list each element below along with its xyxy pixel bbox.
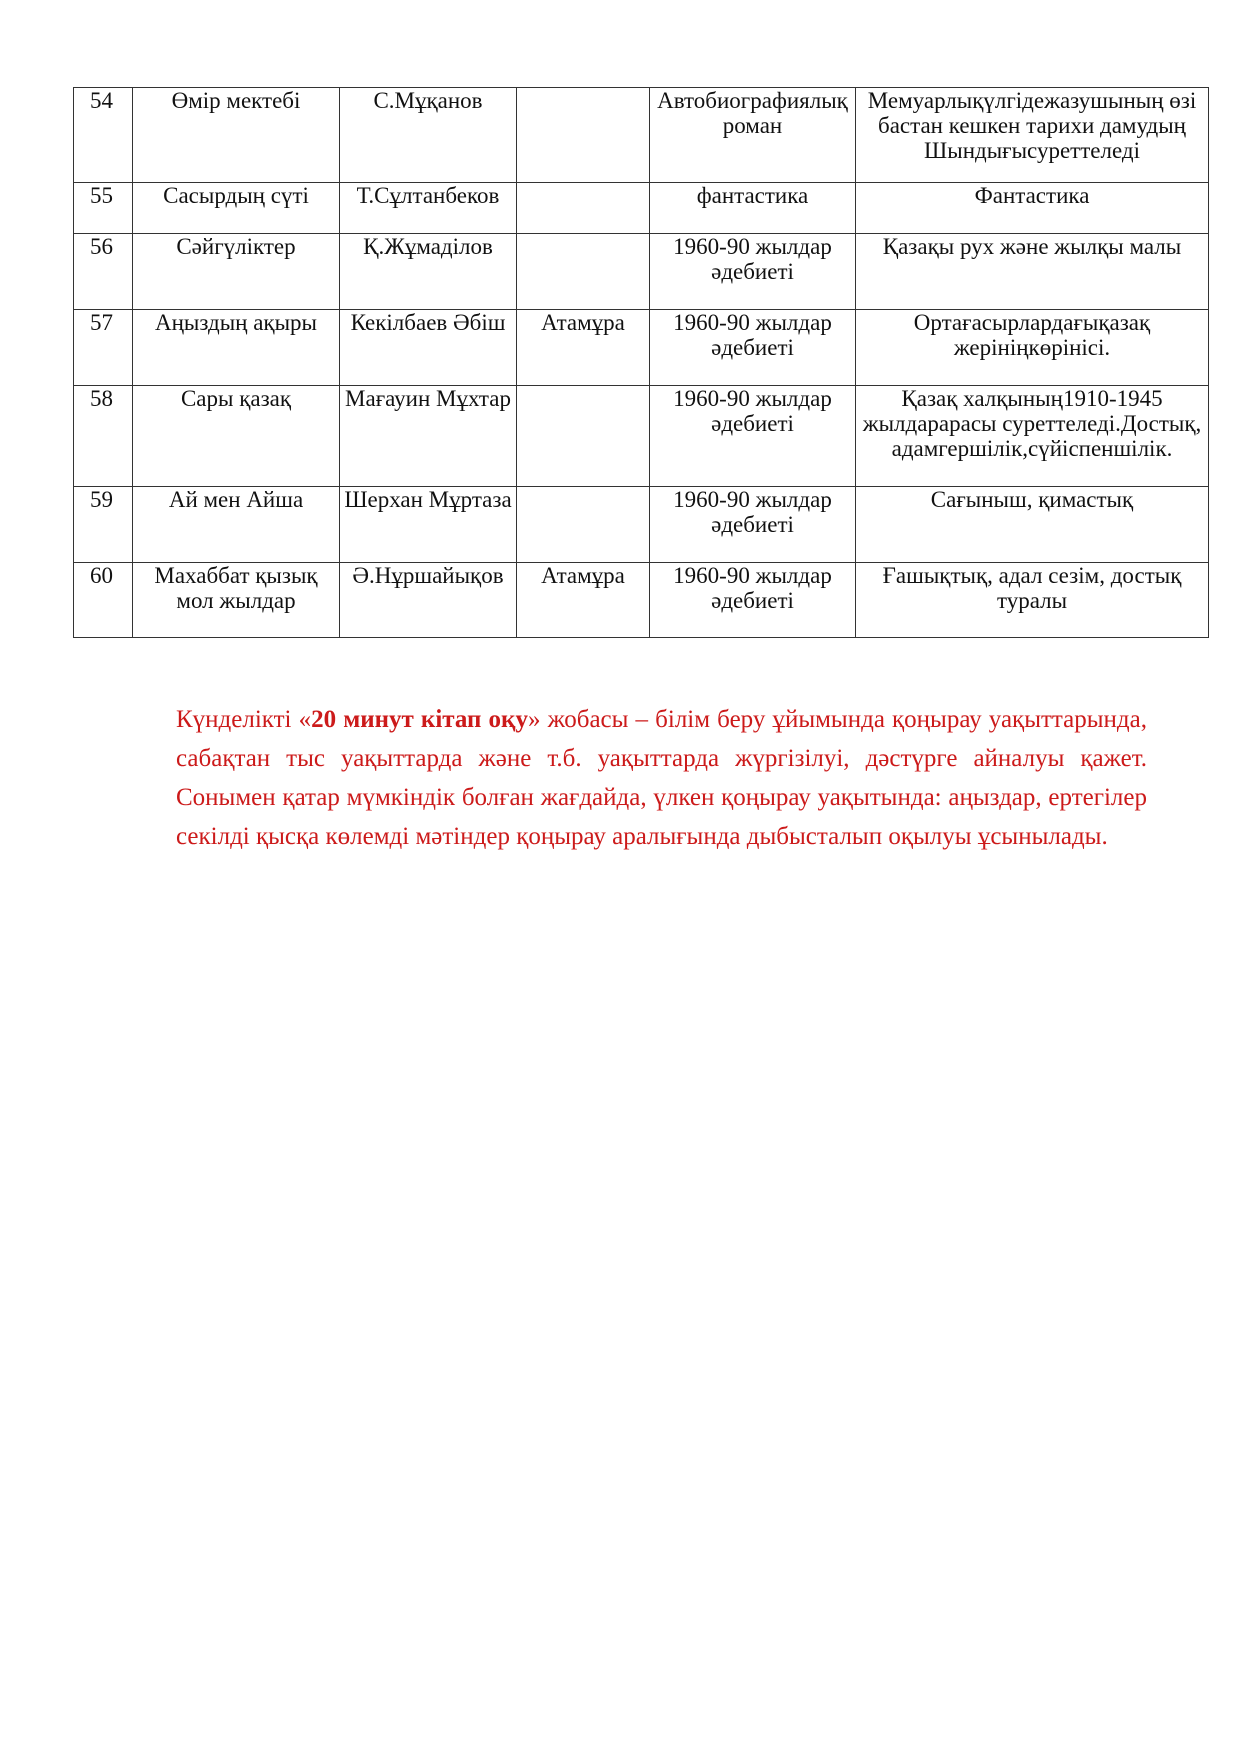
book-title: Махаббат қызық мол жылдар: [133, 563, 340, 638]
table-row: [74, 183, 1209, 234]
book-title: Аңыздың ақыры: [133, 310, 340, 386]
row-number: 58: [74, 386, 133, 487]
book-title: Ай мен Айша: [133, 487, 340, 563]
row-number: 57: [74, 310, 133, 386]
table-row: [74, 234, 1209, 310]
book-author: С.Мұқанов: [340, 88, 517, 183]
book-genre: 1960-90 жылдар әдебиеті: [650, 487, 856, 563]
book-author: Қ.Жұмаділов: [340, 234, 517, 310]
book-genre: Автобиографиялық роман: [650, 88, 856, 183]
book-publisher: Атамұра: [517, 563, 650, 638]
book-title: Сәйгүліктер: [133, 234, 340, 310]
book-publisher: [517, 487, 650, 563]
row-number: 59: [74, 487, 133, 563]
table-row: [74, 487, 1209, 563]
book-list-table: [73, 87, 1209, 638]
book-genre: 1960-90 жылдар әдебиеті: [650, 310, 856, 386]
book-description: Сағыныш, қимастық: [856, 487, 1209, 563]
book-publisher: [517, 88, 650, 183]
table-row: [74, 88, 1209, 183]
book-genre: 1960-90 жылдар әдебиеті: [650, 234, 856, 310]
book-title: Сасырдың сүті: [133, 183, 340, 234]
book-description: Қазақы рух және жылқы малы: [856, 234, 1209, 310]
table-row: [74, 563, 1209, 638]
note-project-name: 20 минут кітап оқу: [311, 706, 528, 733]
book-author: Мағауин Мұхтар: [340, 386, 517, 487]
book-description: Қазақ халқының1910-1945 жылдарарасы суреттеледі.Достық, адамгершілік,сүйіспеншілік.: [856, 386, 1209, 487]
note-text-start: Күнделікті «: [176, 706, 312, 733]
book-title: Өмір мектебі: [133, 88, 340, 183]
book-title: Сары қазақ: [133, 386, 340, 487]
book-description: Фантастика: [856, 183, 1209, 234]
book-author: Ә.Нұршайықов: [340, 563, 517, 638]
book-description: Ғашықтық, адал сезім, достық туралы: [856, 563, 1209, 638]
book-genre: фантастика: [650, 183, 856, 234]
book-description: Мемуарлықүлгідежазушының өзі бастан кешкен тарихи дамудың Шындығысуреттеледі: [856, 88, 1209, 183]
book-author: Кекілбаев Әбіш: [340, 310, 517, 386]
book-publisher: [517, 386, 650, 487]
book-author: Шерхан Мұртаза: [340, 487, 517, 563]
row-number: 55: [74, 183, 133, 234]
book-author: Т.Сұлтанбеков: [340, 183, 517, 234]
row-number: 54: [74, 88, 133, 183]
row-number: 60: [74, 563, 133, 638]
reading-project-note: [176, 700, 1147, 856]
row-number: 56: [74, 234, 133, 310]
book-publisher: Атамұра: [517, 310, 650, 386]
book-publisher: [517, 183, 650, 234]
book-genre: 1960-90 жылдар әдебиеті: [650, 563, 856, 638]
book-genre: 1960-90 жылдар әдебиеті: [650, 386, 856, 487]
book-publisher: [517, 234, 650, 310]
table-row: [74, 310, 1209, 386]
note-text-rest: » жобасы – білім беру ұйымында қоңырау уақыттарында, сабақтан тыс уақыттарда және т.б. уақыттарда жүргізілуі, дәстүрге айналуы қажет. Сонымен қатар мүмкіндік болған жағдайда, үлкен қоңырау уақытында: аңыздар, ертегілер секілді қысқа көлемді мәтіндер қоңырау аралығында дыбысталып оқылуы ұсынылады.: [176, 706, 1147, 850]
book-description: Ортағасырлардағықазақ жерініңкөрінісі.: [856, 310, 1209, 386]
table-row: [74, 386, 1209, 487]
